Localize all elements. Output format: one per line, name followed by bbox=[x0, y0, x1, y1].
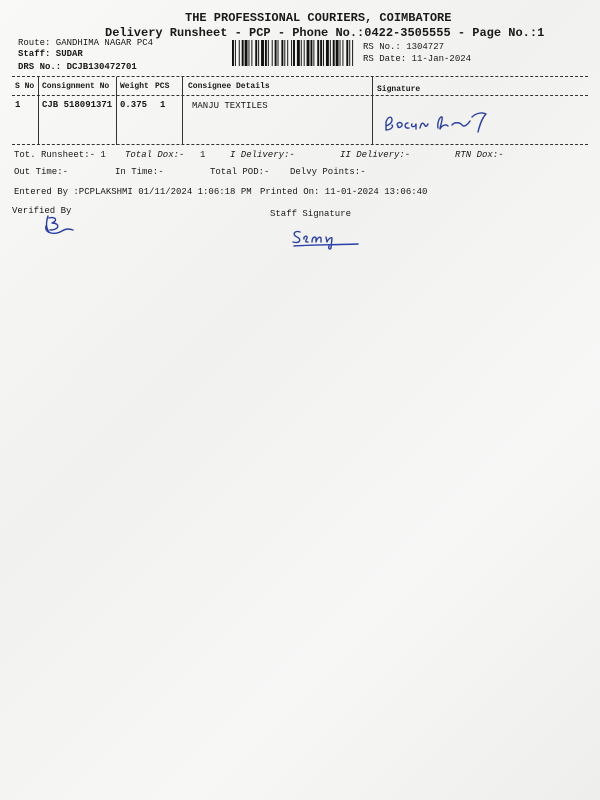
receiver-signature-icon bbox=[382, 108, 500, 136]
entered-by: Entered By :PCPLAKSHMI 01/11/2024 1:06:18 PM bbox=[14, 187, 252, 197]
barcode-bar bbox=[287, 40, 288, 66]
row-consignment: CJB 518091371 bbox=[42, 100, 113, 110]
barcode-bar bbox=[352, 40, 353, 66]
verifier-initials-icon bbox=[40, 212, 80, 236]
barcode-bar bbox=[317, 40, 319, 66]
staff-signature-label: Staff Signature bbox=[270, 209, 352, 219]
ii-delivery: II Delivery:- bbox=[340, 150, 411, 160]
barcode-bar bbox=[255, 40, 257, 66]
verified-by-label: Verified By bbox=[12, 206, 72, 216]
header-signature: Signature bbox=[377, 85, 421, 94]
row-weight: 0.375 bbox=[120, 100, 148, 110]
header-weight: Weight bbox=[120, 82, 149, 91]
delvy-points: Delvy Points:- bbox=[290, 167, 366, 177]
barcode-bar bbox=[284, 40, 285, 66]
barcode-bar bbox=[281, 40, 283, 66]
staff-label: Staff: SUDAR bbox=[18, 49, 83, 59]
barcode-bar bbox=[242, 40, 244, 66]
barcode-bar bbox=[307, 40, 310, 66]
out-time: Out Time:- bbox=[14, 167, 69, 177]
barcode-bars bbox=[232, 40, 353, 66]
barcode-bar bbox=[251, 40, 252, 66]
header-bottom-line bbox=[12, 95, 588, 96]
total-pod: Total POD:- bbox=[210, 167, 270, 177]
barcode-bar bbox=[232, 40, 234, 66]
barcode bbox=[232, 40, 356, 66]
barcode-bar bbox=[346, 40, 348, 66]
barcode-bar bbox=[349, 40, 350, 66]
header-sno: S No bbox=[15, 82, 35, 91]
tot-runsheet: Tot. Runsheet:- 1 bbox=[14, 150, 106, 160]
rs-date: RS Date: 11-Jan-2024 bbox=[363, 54, 472, 64]
header-consignment: Consignment No bbox=[42, 82, 110, 91]
company-title: THE PROFESSIONAL COURIERS, COIMBATORE bbox=[185, 11, 452, 25]
rtn-dox: RTN Dox:- bbox=[455, 150, 504, 160]
table-top-line bbox=[12, 76, 588, 77]
i-delivery: I Delivery:- bbox=[230, 150, 295, 160]
col-sep-2 bbox=[116, 77, 117, 145]
barcode-bar bbox=[297, 40, 300, 66]
barcode-bar bbox=[235, 40, 236, 66]
col-sep-1 bbox=[38, 77, 39, 145]
barcode-bar bbox=[239, 40, 240, 66]
barcode-bar bbox=[291, 40, 292, 66]
printed-on: Printed On: 11-01-2024 13:06:40 bbox=[260, 187, 428, 197]
barcode-bar bbox=[248, 40, 249, 66]
row-pcs: 1 bbox=[160, 100, 166, 110]
barcode-bar bbox=[326, 40, 329, 66]
route-label: Route: GANDHIMA NAGAR PC4 bbox=[18, 38, 154, 48]
row-sno: 1 bbox=[15, 100, 21, 110]
barcode-bar bbox=[330, 40, 331, 66]
in-time: In Time:- bbox=[115, 167, 164, 177]
barcode-bar bbox=[320, 40, 322, 66]
header-pcs: PCS bbox=[155, 82, 170, 91]
barcode-bar bbox=[304, 40, 305, 66]
barcode-bar bbox=[336, 40, 339, 66]
barcode-bar bbox=[310, 40, 312, 66]
barcode-bar bbox=[275, 40, 277, 66]
barcode-bar bbox=[278, 40, 279, 66]
col-sep-3 bbox=[182, 77, 183, 145]
barcode-bar bbox=[245, 40, 248, 66]
runsheet-subtitle: Delivery Runsheet - PCP - Phone No.:0422-3505555 - Page No.:1 bbox=[105, 26, 545, 40]
rs-number: RS No.: 1304727 bbox=[363, 42, 445, 52]
barcode-bar bbox=[261, 40, 264, 66]
header-consignee: Consignee Details bbox=[188, 82, 270, 91]
barcode-bar bbox=[268, 40, 269, 66]
barcode-bar bbox=[313, 40, 314, 66]
barcode-bar bbox=[342, 40, 343, 66]
drs-number: DRS No.: DCJB130472701 bbox=[18, 62, 137, 72]
total-dox-value: 1 bbox=[200, 150, 206, 160]
barcode-bar bbox=[258, 40, 259, 66]
barcode-bar bbox=[293, 40, 295, 66]
barcode-bar bbox=[340, 40, 341, 66]
row-consignee: MANJU TEXTILES bbox=[192, 101, 268, 111]
barcode-bar bbox=[301, 40, 302, 66]
barcode-bar bbox=[272, 40, 273, 66]
barcode-bar bbox=[265, 40, 267, 66]
barcode-bar bbox=[333, 40, 335, 66]
col-sep-4 bbox=[372, 77, 373, 145]
staff-signature-icon bbox=[288, 226, 364, 250]
table-bottom-line bbox=[12, 144, 588, 145]
barcode-bar bbox=[323, 40, 324, 66]
total-dox-label: Total Dox:- bbox=[125, 150, 185, 160]
